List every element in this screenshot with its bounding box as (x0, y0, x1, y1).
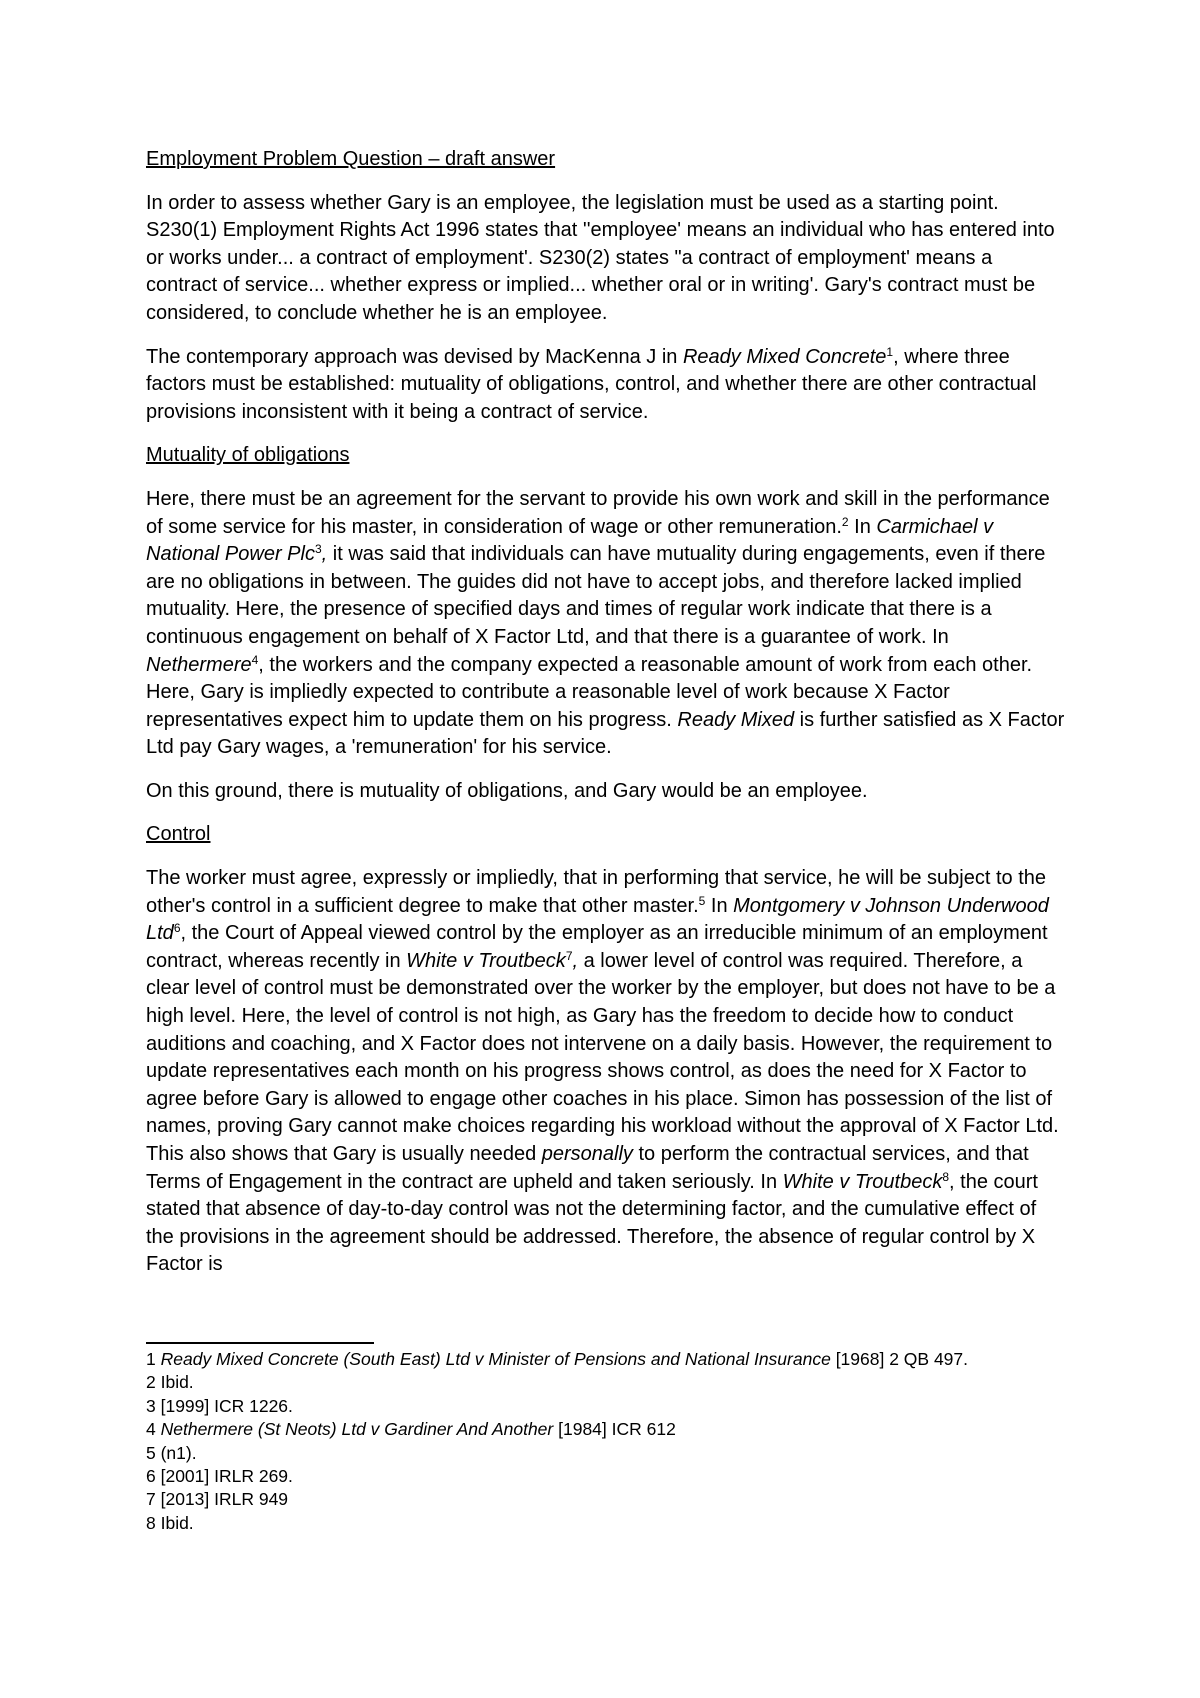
footnote-8: 8 Ibid. (146, 1512, 194, 1533)
footnote-ref-6[interactable]: 6 (173, 921, 181, 936)
case-ready-mixed-concrete: Ready Mixed Concrete (682, 345, 887, 368)
footnote-5: 5 (n1). (146, 1442, 197, 1463)
case-white-v-troutbeck-2: White v Troutbeck (782, 1170, 943, 1193)
mutuality-text-4: , the workers and the company expected a reasonable amount of work from each other. Here, Gary is impliedly expected to contribute a reasonable level of work because X Factor representatives expect him to update them on his progress. (146, 653, 1033, 731)
document-title: Employment Problem Question – draft answer (146, 148, 556, 170)
case-montgomery: Montgomery v Johnson Underwood Ltd (146, 894, 1049, 945)
footnote-ref-3[interactable]: 3 (314, 542, 322, 557)
control-text-4: a lower level of control was required. Therefore, a clear level of control must be demonstrated over the worker by the employer, but does not have to be a high level. Here, the level of control is not high, as Gary has the freedom to decide how to conduct auditions and coaching, and X Factor does not intervene on a daily basis. However, the requirement to update representatives each month on his progress shows control, as does the need for X Factor to agree before Gary is allowed to engage other coaches in his place. Simon has possession of the list of names, proving Gary cannot make choices regarding his workload without the approval of X Factor Ltd. This also shows that Gary is usually needed (146, 949, 1059, 1165)
footnotes (146, 1348, 1068, 1535)
footnote-4 (146, 1418, 1068, 1441)
footnote-ref-8[interactable]: 8 (942, 1169, 950, 1184)
footnote-1-citation: [1968] 2 QB 497. (830, 1349, 969, 1369)
control-text-6: , the court stated that absence of day-to-day control was not the determining factor, and the cumulative effect of the provisions in the agreement should be addressed. Therefore, the absence of regular control by X Factor is (146, 1170, 1038, 1276)
mutuality-text-2: In (848, 515, 877, 538)
case-white-v-troutbeck: White v Troutbeck (406, 949, 566, 972)
case-ready-mixed: Ready Mixed (677, 708, 795, 731)
control-text-3: , the Court of Appeal viewed control by the employer as an irreducible minimum of an employment contract, whereas recently in (146, 922, 1048, 972)
case-carmichael-comma: , (321, 543, 328, 566)
intro-paragraph: In order to assess whether Gary is an employee, the legislation must be used as a starting point. S230(1) Employment Rights Act 1996 states that ''employee' means an individual who has entered into or works under... a contract of employment'. S230(2) states "a contract of employment' means a contract of service... whether express or implied... whether oral or in writing'. Gary's contract must be considered, to conclude whether he is an employee. (146, 191, 1055, 324)
footnote-3: 3 [1999] ICR 1226. (146, 1395, 293, 1416)
footnote-ref-2[interactable]: 2 (841, 514, 849, 529)
case-carmichael: Carmichael v National Power Plc (146, 515, 994, 566)
footnote-1-number: 1 (146, 1349, 161, 1369)
footnote-4-case: Nethermere (St Neots) Ltd v Gardiner And Another (160, 1419, 554, 1440)
approach-text-2: , where three factors must be established: mutuality of obligations, control, and whether there are other contractual provisions inconsistent with it being a contract of service. (146, 345, 1037, 423)
footnote-7: 7 [2013] IRLR 949 (146, 1489, 289, 1510)
mutuality-conclusion: On this ground, there is mutuality of obligations, and Gary would be an employee. (146, 779, 868, 802)
footnote-4-citation: [1984] ICR 612 (553, 1419, 676, 1440)
emphasis-personally: personally (541, 1143, 633, 1165)
footnote-ref-1[interactable]: 1 (886, 344, 894, 359)
footnote-ref-7[interactable]: 7 (565, 948, 573, 963)
mutuality-text-3: it was said that individuals can have mutuality during engagements, even if there are no obligations in between. The guides did not have to accept jobs, and therefore lacked implied mutuality. Here, the presence of specified days and times of regular work indicate that there is a continuous engagement on behalf of X Factor Ltd, and that there is a guarantee of work. In (146, 543, 1046, 648)
approach-paragraph (146, 344, 1068, 427)
control-text-2: In (705, 894, 734, 917)
approach-text-1: The contemporary approach was devised by MacKenna J in (146, 345, 683, 368)
heading-control: Control (146, 823, 211, 846)
footnote-6: 6 [2001] IRLR 269. (146, 1466, 293, 1487)
footnote-1-case: Ready Mixed Concrete (South East) Ltd v Minister of Pensions and National Insurance (160, 1349, 831, 1369)
footnote-2: 2 Ibid. (146, 1372, 194, 1393)
mutuality-text-5: is further satisfied as X Factor Ltd pay Gary wages, a 'remuneration' for his service. (146, 708, 1065, 759)
footnote-4-number: 4 (146, 1419, 161, 1440)
footnote-ref-5[interactable]: 5 (698, 893, 706, 908)
case-white-comma: , (572, 949, 579, 972)
case-nethermere: Nethermere (146, 653, 252, 676)
control-text-1: The worker must agree, expressly or impliedly, that in performing that service, he will be subject to the other's control in a sufficient degree to make that other master. (146, 867, 1047, 917)
mutuality-text-1: Here, there must be an agreement for the servant to provide his own work and skill in the performance of some service for his master, in consideration of wage or other remuneration. (146, 487, 1050, 538)
control-text-5: to perform the contractual services, and that Terms of Engagement in the contract are upheld and taken seriously. In (146, 1143, 1029, 1193)
heading-mutuality: Mutuality of obligations (146, 444, 350, 467)
document-body (146, 146, 1068, 1295)
control-paragraph (146, 865, 1068, 1279)
footnote-ref-4[interactable]: 4 (251, 652, 259, 667)
mutuality-paragraph (146, 486, 1068, 762)
footnote-1 (146, 1348, 1068, 1371)
footnote-separator (146, 1342, 374, 1344)
